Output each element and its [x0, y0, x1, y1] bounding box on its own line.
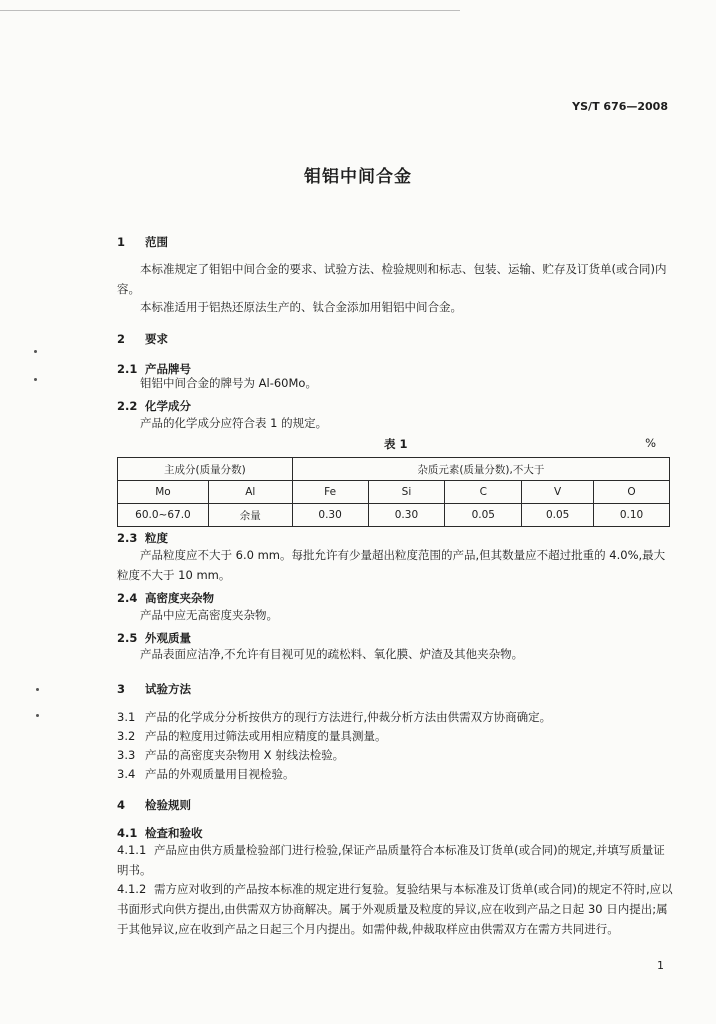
section-4-heading — [117, 797, 191, 813]
table-header-impurity: 杂质元素(质量分数),不大于 — [292, 458, 669, 481]
subsection-number: 2.4 — [117, 591, 138, 605]
column-header: Fe — [292, 481, 368, 504]
page-title: 钼铝中间合金 — [304, 167, 412, 187]
clause-text: 需方应对收到的产品按本标准的规定进行复验。复验结果与本标准及订货单(或合同)的规定不符时,应以书面形式向供方提出,由供需双方协商解决。属于外观质量及粒度的异议,应在收到产品之日起 30 日内提出;属于其他异议,应在收到产品之日起三个月内提出。如需仲裁,仲裁取样应由供需双方在需方共同进行。 — [117, 882, 673, 936]
subsection-2-3-text: 产品粒度应不大于 6.0 mm。每批允许有少量超出粒度范围的产品,但其数量应不超过批重的 4.0%,最大粒度不大于 10 mm。 — [117, 548, 666, 582]
section-title: 要求 — [145, 332, 168, 346]
composition-table — [117, 457, 670, 527]
section-title: 检验规则 — [145, 798, 191, 812]
scan-speck — [34, 350, 37, 353]
subsection-number: 2.3 — [117, 531, 138, 545]
clause-number: 4.1.1 — [117, 843, 147, 857]
table-unit: % — [645, 436, 656, 450]
page-number: 1 — [657, 959, 664, 972]
clause-4-1-1 — [117, 840, 673, 880]
subsection-2-5-text: 产品表面应洁净,不允许有目视可见的疏松料、氧化膜、炉渣及其他夹杂物。 — [140, 647, 524, 661]
column-header: V — [522, 481, 594, 504]
subsection-number: 2.2 — [117, 399, 138, 413]
scan-speck — [34, 378, 37, 381]
item-text: 产品的高密度夹杂物用 X 射线法检验。 — [145, 748, 345, 762]
item-text: 产品的化学成分分析按供方的现行方法进行,仲裁分析方法由供需双方协商确定。 — [145, 710, 552, 724]
table-cell: 0.30 — [368, 504, 445, 527]
column-header: O — [594, 481, 670, 504]
subsection-2-4-heading — [117, 590, 214, 606]
table-cell: 0.10 — [594, 504, 670, 527]
column-header: C — [445, 481, 522, 504]
subsection-number: 2.5 — [117, 631, 138, 645]
clause-4-1-2 — [117, 879, 673, 939]
subsection-title: 检查和验收 — [145, 826, 203, 840]
subsection-number: 4.1 — [117, 826, 138, 840]
table-cell: 余量 — [208, 504, 292, 527]
section-title: 范围 — [145, 235, 168, 249]
column-header: Al — [208, 481, 292, 504]
subsection-2-3-heading — [117, 530, 168, 546]
table-cell: 0.05 — [445, 504, 522, 527]
item-text: 产品的外观质量用目视检验。 — [145, 767, 295, 781]
list-item — [117, 726, 673, 746]
subsection-4-1-heading — [117, 825, 203, 841]
item-number: 3.1 — [117, 710, 136, 724]
table-header-row — [118, 458, 670, 481]
table-column-row — [118, 481, 670, 504]
list-item — [117, 764, 673, 784]
subsection-title: 高密度夹杂物 — [145, 591, 214, 605]
section-3-heading — [117, 681, 191, 697]
subsection-number: 2.1 — [117, 362, 138, 376]
section-1-heading — [117, 234, 168, 250]
section-1-paragraph-2: 本标准适用于铝热还原法生产的、钛合金添加用钼铝中间合金。 — [140, 300, 462, 314]
document-number: YS/T 676—2008 — [572, 100, 668, 113]
item-number: 3.4 — [117, 767, 136, 781]
section-number: 4 — [117, 798, 126, 812]
section-1-paragraph-1: 本标准规定了钼铝中间合金的要求、试验方法、检验规则和标志、包装、运输、贮存及订货单(或合同)内容。 — [117, 262, 667, 296]
subsection-title: 粒度 — [145, 531, 168, 545]
table-row — [118, 504, 670, 527]
section-2-heading — [117, 331, 168, 347]
scan-speck — [36, 714, 39, 717]
subsection-2-2-text: 产品的化学成分应符合表 1 的规定。 — [140, 416, 328, 430]
table-caption: 表 1 — [384, 437, 408, 451]
scan-edge-line — [0, 10, 460, 11]
subsection-title: 化学成分 — [145, 399, 191, 413]
table-cell: 0.30 — [292, 504, 368, 527]
clause-text: 产品应由供方质量检验部门进行检验,保证产品质量符合本标准及订货单(或合同)的规定,并填写质量证明书。 — [117, 843, 665, 877]
scan-speck — [36, 688, 39, 691]
section-title: 试验方法 — [145, 682, 191, 696]
list-item — [117, 745, 673, 765]
subsection-2-1-text: 钼铝中间合金的牌号为 Al-60Mo。 — [140, 376, 317, 390]
table-header-main: 主成分(质量分数) — [118, 458, 293, 481]
subsection-2-2-heading — [117, 398, 191, 414]
section-number: 2 — [117, 332, 126, 346]
subsection-title: 产品牌号 — [145, 362, 191, 376]
item-number: 3.3 — [117, 748, 136, 762]
clause-number: 4.1.2 — [117, 882, 147, 896]
item-number: 3.2 — [117, 729, 136, 743]
table-cell: 0.05 — [522, 504, 594, 527]
section-number: 1 — [117, 235, 126, 249]
subsection-2-4-text: 产品中应无高密度夹杂物。 — [140, 608, 278, 622]
item-text: 产品的粒度用过筛法或用相应精度的量具测量。 — [145, 729, 387, 743]
section-number: 3 — [117, 682, 126, 696]
column-header: Mo — [118, 481, 209, 504]
column-header: Si — [368, 481, 445, 504]
list-item — [117, 707, 673, 727]
table-cell: 60.0~67.0 — [118, 504, 209, 527]
subsection-title: 外观质量 — [145, 631, 191, 645]
